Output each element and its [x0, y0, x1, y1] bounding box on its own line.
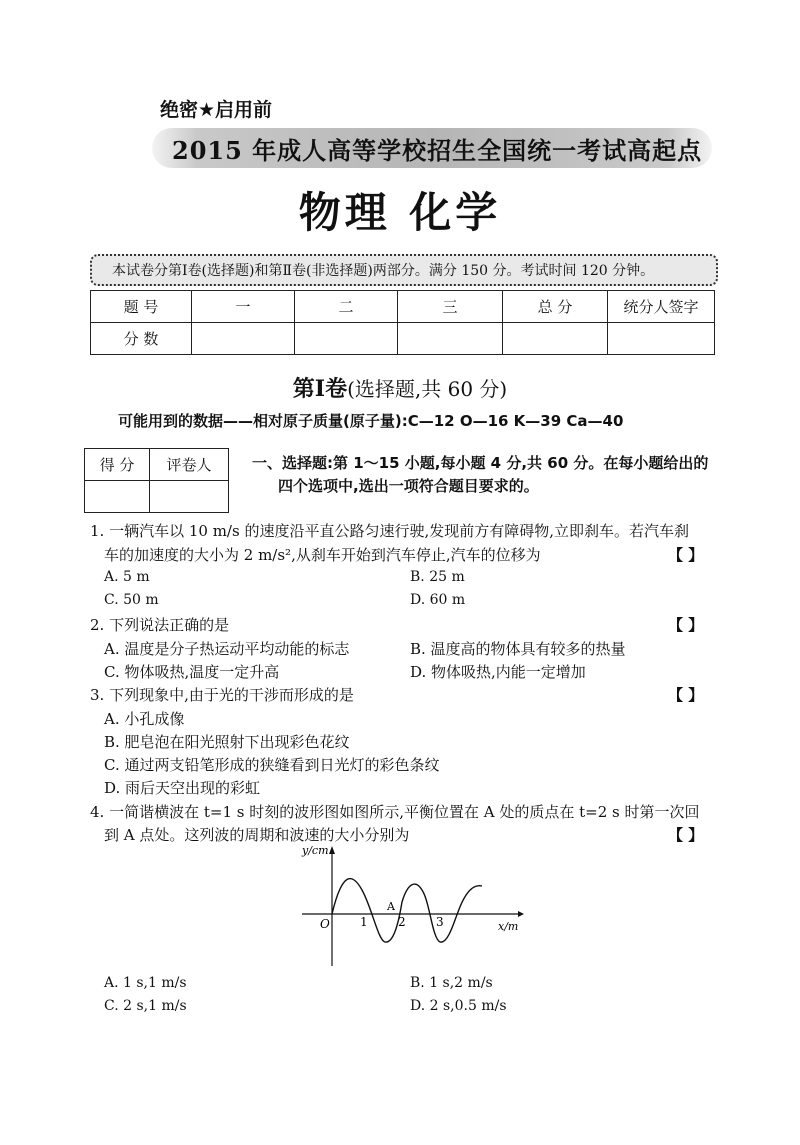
score-cell-total — [503, 323, 608, 355]
y-axis-arrow — [329, 846, 335, 854]
score-cell-1 — [192, 323, 295, 355]
q4-answer-bracket: 【 】 — [668, 826, 704, 844]
score-cell-3 — [398, 323, 503, 355]
score-table — [90, 290, 715, 355]
score-row-label: 分 数 — [91, 323, 192, 355]
wave-curve — [332, 879, 482, 943]
grader-name-label: 评卷人 — [150, 449, 229, 481]
q3-option-a: A. 小孔成像 — [104, 710, 185, 728]
q3-option-b: B. 肥皂泡在阳光照射下出现彩色花纹 — [104, 733, 350, 751]
grader-table — [84, 448, 229, 513]
exam-notice: 本试卷分第Ⅰ卷(选择题)和第Ⅱ卷(非选择题)两部分。满分 150 分。考试时间 120 分钟。 — [112, 263, 655, 279]
section1-instruction-line2: 四个选项中,选出一项符合题目要求的。 — [278, 477, 539, 495]
score-header-2: 二 — [295, 291, 398, 323]
section1-instruction-line1: 一、选择题:第 1～15 小题,每小题 4 分,共 60 分。在每小题给出的 — [252, 454, 709, 472]
q3-option-c: C. 通过两支铅笔形成的狭缝看到日光灯的彩色条纹 — [104, 756, 440, 774]
q1-answer-bracket: 【 】 — [668, 546, 704, 564]
q4-option-d: D. 2 s,0.5 m/s — [410, 998, 507, 1014]
q4-option-c: C. 2 s,1 m/s — [104, 998, 187, 1014]
q3-stem: 3. 下列现象中,由于光的干涉而形成的是 — [90, 686, 354, 704]
part1-title: 第Ⅰ卷 — [292, 376, 348, 402]
x-axis-arrow — [518, 911, 524, 917]
score-header-signature: 统分人签字 — [608, 291, 715, 323]
confidential-mark: 绝密★启用前 — [160, 99, 273, 121]
score-header-3: 三 — [398, 291, 503, 323]
q4-stem-line2: 到 A 点处。这列波的周期和波速的大小分别为 — [104, 826, 410, 844]
q2-option-c: C. 物体吸热,温度一定升高 — [104, 663, 280, 681]
score-header-1: 一 — [192, 291, 295, 323]
grader-score-label: 得 分 — [85, 449, 150, 481]
tick-label-3: 3 — [436, 915, 444, 929]
grader-name-cell — [150, 481, 229, 513]
y-axis-label: y/cm — [302, 844, 329, 857]
x-axis-label: x/m — [498, 920, 519, 933]
q2-option-b: B. 温度高的物体具有较多的热量 — [410, 640, 626, 658]
q3-option-d: D. 雨后天空出现的彩虹 — [104, 779, 261, 797]
score-header-total: 总 分 — [503, 291, 608, 323]
q1-stem-line2: 车的加速度的大小为 2 m/s²,从刹车开始到汽车停止,汽车的位移为 — [104, 546, 541, 564]
wave-figure — [290, 842, 530, 972]
q2-stem: 2. 下列说法正确的是 — [90, 616, 230, 634]
point-a-label: A — [387, 900, 395, 913]
origin-label: O — [320, 917, 330, 931]
q1-option-b: B. 25 m — [410, 569, 465, 585]
q2-option-d: D. 物体吸热,内能一定增加 — [410, 663, 586, 681]
q4-stem-line1: 4. 一简谐横波在 t=1 s 时刻的波形图如图所示,平衡位置在 A 处的质点在 t=2 s 时第一次回 — [90, 803, 700, 821]
q2-answer-bracket: 【 】 — [668, 616, 704, 634]
q1-option-d: D. 60 m — [410, 592, 466, 608]
q1-option-c: C. 50 m — [104, 592, 159, 608]
exam-title: 2015 年成人高等学校招生全国统一考试高起点 — [172, 136, 703, 165]
grader-score-cell — [85, 481, 150, 513]
tick-label-2: 2 — [398, 915, 406, 929]
part1-heading — [0, 372, 800, 403]
tick-label-1: 1 — [360, 915, 368, 929]
q2-option-a: A. 温度是分子热运动平均动能的标志 — [104, 640, 350, 658]
q4-option-b: B. 1 s,2 m/s — [410, 975, 493, 991]
q1-stem-line1: 1. 一辆汽车以 10 m/s 的速度沿平直公路匀速行驶,发现前方有障碍物,立即刹车。若汽车刹 — [90, 522, 689, 540]
q1-option-a: A. 5 m — [104, 569, 150, 585]
q4-option-a: A. 1 s,1 m/s — [104, 975, 187, 991]
score-header-label: 题 号 — [91, 291, 192, 323]
score-cell-signature — [608, 323, 715, 355]
subject-title: 物理 化学 — [298, 188, 502, 237]
atomic-mass-data: 可能用到的数据——相对原子质量(原子量):C—12 O—16 K—39 Ca—40 — [118, 412, 624, 430]
q3-answer-bracket: 【 】 — [668, 686, 704, 704]
score-cell-2 — [295, 323, 398, 355]
part1-subtitle: (选择题,共 60 分) — [347, 377, 508, 401]
